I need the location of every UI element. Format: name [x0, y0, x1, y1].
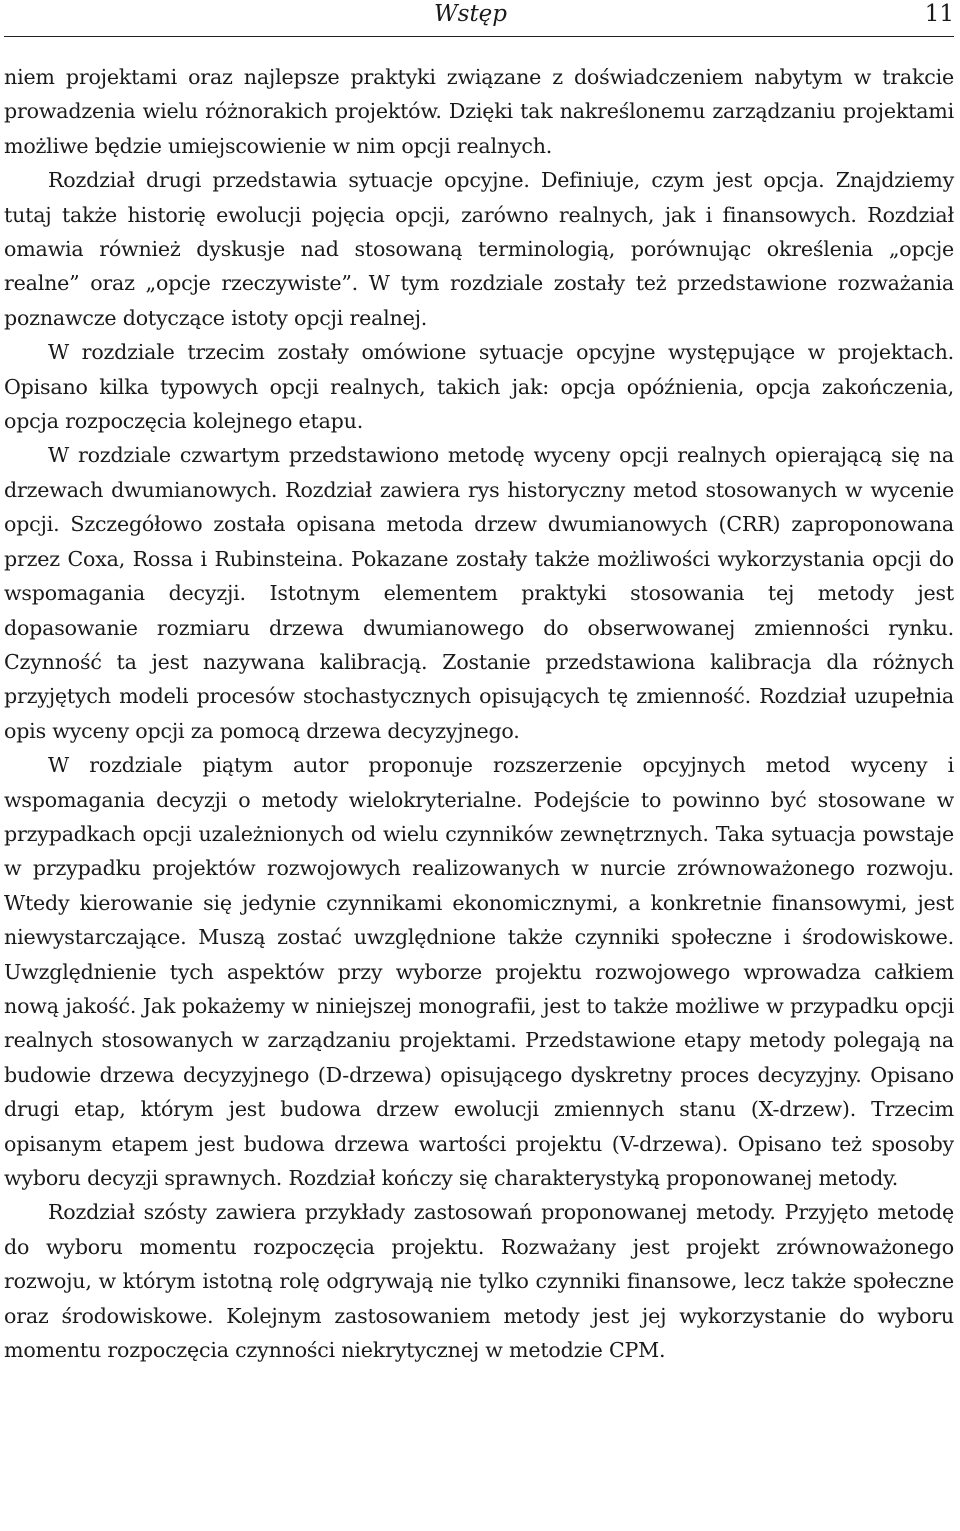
paragraph-chapter-six: Rozdział szósty zawiera przykłady zastosowań proponowanej metody. Przyjęto metodę do wyboru momentu rozpoczęcia projektu. Rozważany jest projekt zrównoważonego rozwoju, w którym istotną rolę odgrywają nie tylko czynniki finansowe, lecz także społeczne oraz środowiskowe. Kolejnym zastosowaniem metody jest jej wykorzystanie do wyboru momentu rozpoczęcia czynności niekrytycznej w metodzie CPM. [4, 1200, 954, 1363]
body-text [4, 60, 954, 1367]
page-number: 11 [924, 1, 954, 27]
paragraph-chapter-two: Rozdział drugi przedstawia sytuacje opcyjne. Definiuje, czym jest opcja. Znajdziemy tutaj także historię ewolucji pojęcia opcji, zarówno realnych, jak i finansowych. Rozdział omawia również dyskusje nad stosowaną terminologią, porównując określenia „opcje realne” oraz „opcje rzeczywiste”. W tym rozdziale zostały też przedstawione rozważania poznawcze dotyczące istoty opcji realnej. [4, 168, 954, 330]
paragraph-chapter-four: W rozdziale czwartym przedstawiono metodę wyceny opcji realnych opierającą się na drzewach dwumianowych. Rozdział zawiera rys historyczny metod stosowanych w wycenie opcji. Szczegółowo została opisana metoda drzew dwumianowych (CRR) zaproponowana przez Coxa, Rossa i Rubinsteina. Pokazane zostały także możliwości wykorzystania opcji do wspomagania decyzji. Istotnym elementem praktyki stosowania tej metody jest dopasowanie rozmiaru drzewa dwumianowego do obserwowanej zmienności rynku. Czynność ta jest nazywana kalibracją. Zostanie przedstawiona kalibracja dla różnych przyjętych modeli procesów stochastycznych opisujących tę zmienność. Rozdział uzupełnia opis wyceny opcji za pomocą drzewa decyzyjnego. [4, 443, 954, 743]
document-page [4, 0, 954, 1531]
paragraph-chapter-three: W rozdziale trzecim zostały omówione sytuacje opcyjne występujące w projektach. Opisano kilka typowych opcji realnych, takich jak: opcja opóźnienia, opcja zakończenia, opcja rozpoczęcia kolejnego etapu. [4, 340, 954, 434]
paragraph-continuation: niem projektami oraz najlepsze praktyki związane z doświadczeniem nabytym w trakcie prowadzenia wielu różnorakich projektów. Dzięki tak nakreślonemu zarządzaniu projektami możliwe będzie umiejscowienie w nim opcji realnych. [4, 65, 954, 158]
running-header [4, 0, 954, 37]
paragraph-chapter-five: W rozdziale piątym autor proponuje rozszerzenie opcyjnych metod wyceny i wspomagania decyzji o metody wielokryterialne. Podejście to powinno być stosowane w przypadkach opcji uzależnionych od wielu czynników zewnętrznych. Taka sytuacja powstaje w przypadku projektów rozwojowych realizowanych w nurcie zrównoważonego rozwoju. Wtedy kierowanie się jedynie czynnikami ekonomicznymi, a konkretnie finansowymi, jest niewystarczające. Muszą zostać uwzględnione także czynniki społeczne i środowiskowe. Uwzględnienie tych aspektów przy wyborze projektu rozwojowego wprowadza całkiem nową jakość. Jak pokażemy w niniejszej monografii, jest to także możliwe w przypadku opcji realnych stosowanych w zarządzaniu projektami. Przedstawione etapy metody polegają na budowie drzewa decyzyjnego (D-drzewa) opisującego dyskretny proces decyzyjny. Opisano drugi etap, którym jest budowa drzew ewolucji zmiennych stanu (X-drzew). Trzecim opisanym etapem jest budowa drzewa wartości projektu (V-drzewa). Opisano też sposoby wyboru decyzji sprawnych. Rozdział kończy się charakterystyką proponowanej metody. [4, 753, 954, 1190]
chapter-title: Wstęp [434, 1, 508, 27]
